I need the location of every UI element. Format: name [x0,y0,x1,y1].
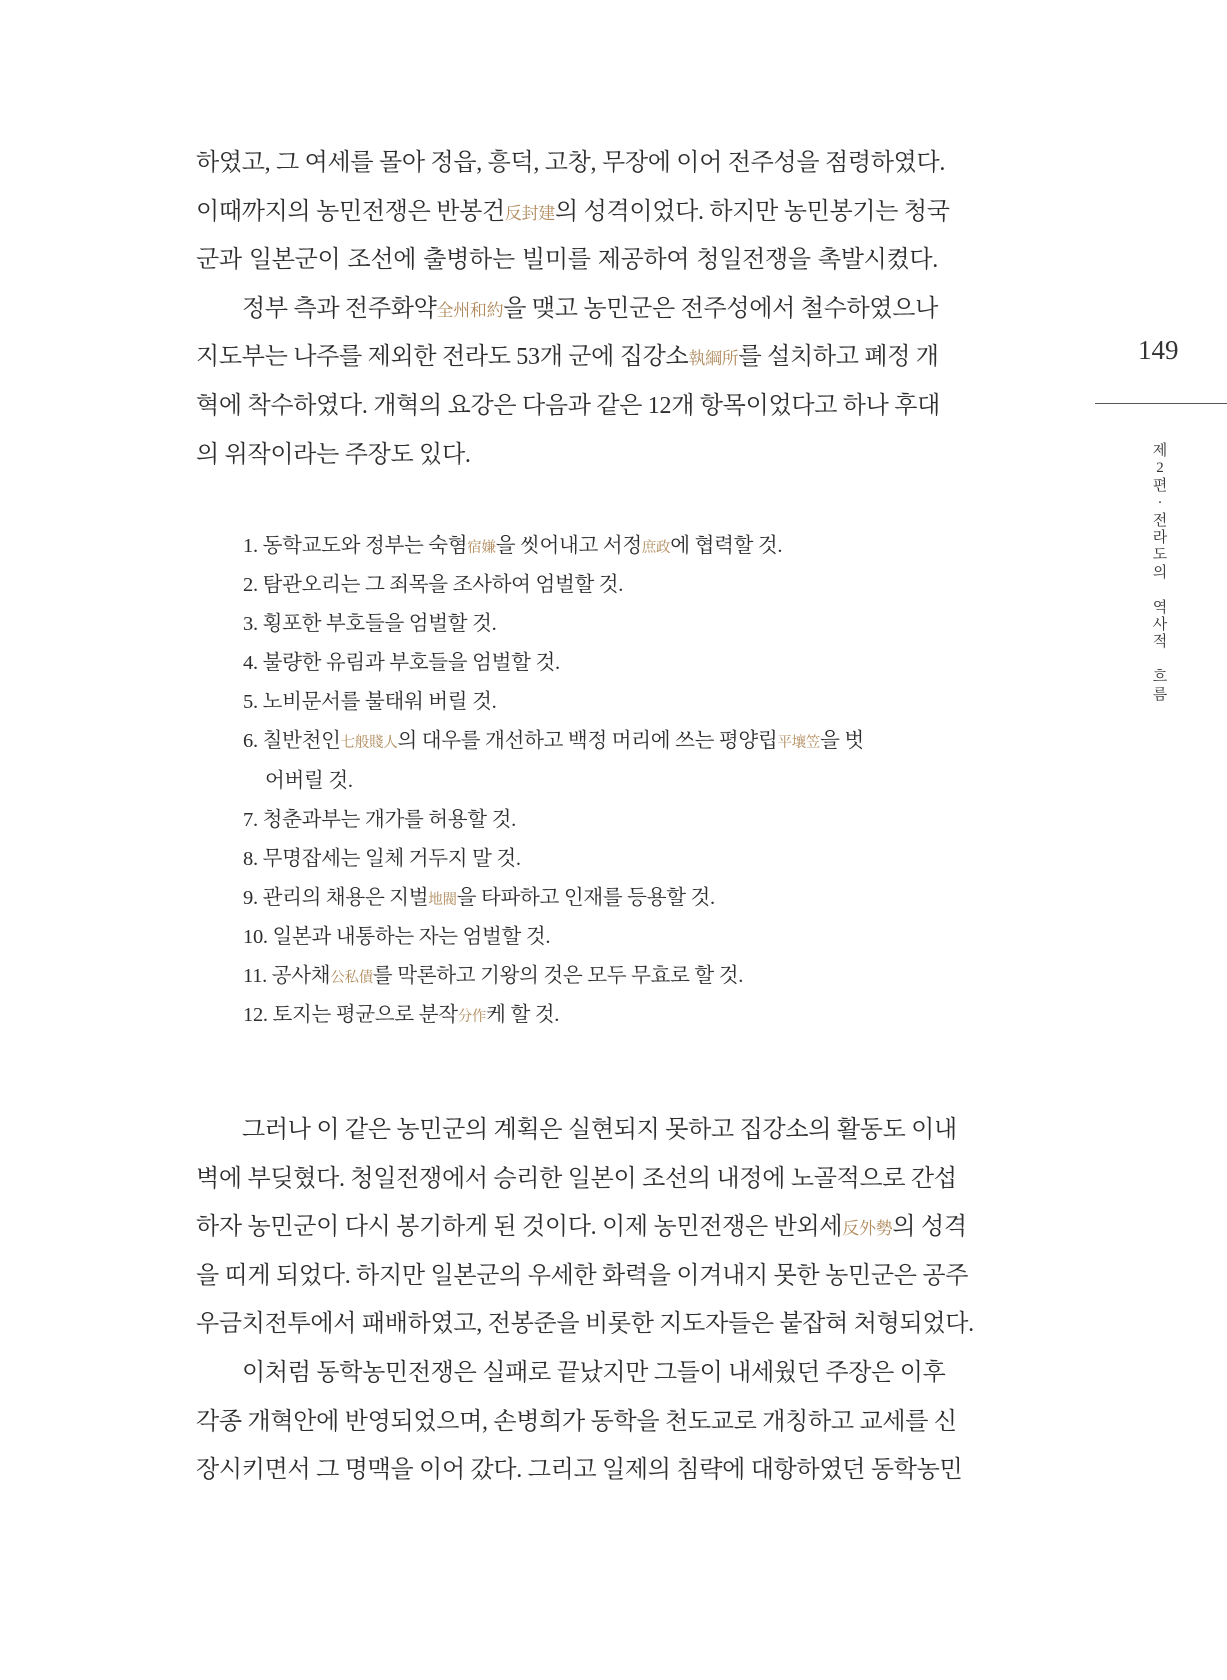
text-run: 군과 일본군이 조선에 출병하는 빌미를 제공하여 청일전쟁을 촉발시켰다. [196,247,938,274]
text-line [196,1349,946,1398]
text-run: 이때까지의 농민전쟁은 반봉건 [196,198,505,225]
text-run: 의 성격 [892,1214,967,1241]
text-line [196,188,950,237]
page-number: 149 [1138,335,1179,365]
chapter-char: · [1157,495,1163,512]
hanja-gloss: 反外勢 [842,1219,893,1239]
text-run: 6. 칠반천인 [243,730,341,753]
text-run: 의 성격이었다. 하지만 농민봉기는 청국 [555,198,950,225]
text-run: 장시키면서 그 명맥을 이어 갔다. 그리고 일제의 침략에 대항하였던 동학농민 [196,1457,963,1484]
chapter-char: 도 [1152,547,1168,564]
text-line [196,1252,969,1301]
list-item [243,644,923,683]
text-run: 정부 측과 전주화약 [242,295,437,322]
hanja-gloss: 平壤笠 [777,735,821,752]
text-run: 어버릴 것. [265,769,353,792]
text-run: 이처럼 동학농민전쟁은 실패로 끝났지만 그들이 내세웠던 주장은 이후 [242,1359,946,1386]
text-run: 를 막론하고 기왕의 것은 모두 무효로 할 것. [372,965,744,988]
list-item [243,918,923,957]
text-line [196,1106,957,1155]
hanja-gloss: 執綱所 [688,349,739,369]
margin-divider [1095,403,1227,404]
text-run: 8. 무명잡세는 일체 거두지 말 것. [243,847,521,870]
hanja-gloss: 反封建 [504,203,556,223]
text-line [196,382,941,431]
text-line [196,431,938,480]
text-line [196,236,938,285]
text-line [196,1300,974,1349]
hanja-gloss: 公私債 [330,970,373,987]
list-item [243,957,923,996]
text-run: 하였고, 그 여세를 몰아 정읍, 흥덕, 고창, 무장에 이어 전주성을 점령하였다. [196,150,946,176]
chapter-char: 적 [1152,634,1168,651]
chapter-char: 역 [1152,599,1168,616]
list-item [243,566,923,605]
text-line [196,1203,967,1252]
text-line [196,333,938,382]
text-run: 지도부는 나주를 제외한 전라도 53개 군에 집강소 [196,344,689,371]
text-run: 2. 탐관오리는 그 죄목을 조사하여 엄벌할 것. [243,574,624,597]
hanja-gloss: 分作 [457,1009,487,1026]
list-item [243,762,923,801]
text-run: 혁에 착수하였다. 개혁의 요강은 다음과 같은 12개 항목이었다고 하나 후대 [196,392,941,419]
text-run: 12. 토지는 평균으로 분작 [243,1004,458,1027]
body-text-top [196,139,950,479]
text-run: 1. 동학교도와 정부는 숙혐 [243,535,468,557]
reform-list [243,527,923,1035]
chapter-char: 흐 [1152,669,1168,686]
chapter-char: 사 [1152,617,1168,634]
hanja-gloss: 全州和約 [436,300,504,320]
chapter-running-head [1150,443,1170,704]
text-run: 4. 불량한 유림과 부호들을 엄벌할 것. [243,652,560,675]
text-run: 5. 노비문서를 불태워 버릴 것. [243,691,497,714]
hanja-gloss: 七般賤人 [340,735,398,752]
chapter-char: 제 [1152,443,1168,459]
hanja-gloss: 地閥 [428,891,457,908]
text-run: 9. 관리의 채용은 지벌 [243,886,429,909]
hanja-gloss: 宿嫌 [467,540,496,556]
chapter-char [1150,652,1170,669]
body-text-bottom [196,1106,974,1495]
chapter-char: 의 [1152,564,1168,581]
text-run: 의 위작이라는 주장도 있다. [196,441,471,468]
text-run: 3. 횡포한 부호들을 엄벌할 것. [243,613,497,636]
chapter-char: 편 [1152,477,1168,494]
text-line [196,285,938,334]
text-line [196,139,946,188]
text-run: 을 씻어내고 서정 [495,535,642,557]
text-run: 벽에 부딪혔다. 청일전쟁에서 승리한 일본이 조선의 내정에 노골적으로 간섭 [196,1165,957,1192]
chapter-char: 름 [1152,686,1168,703]
text-run: 하자 농민군이 다시 봉기하게 된 것이다. 이제 농민전쟁은 반외세 [196,1214,843,1241]
list-item [243,527,923,566]
text-run: 우금치전투에서 패배하였고, 전봉준을 비롯한 지도자들은 붙잡혀 처형되었다. [196,1311,974,1338]
text-run: 케 할 것. [486,1004,560,1027]
text-line [196,1446,963,1495]
text-run: 10. 일본과 내통하는 자는 엄벌할 것. [243,925,551,948]
text-run: 을 타파하고 인재를 등용할 것. [456,886,715,909]
list-item [243,801,923,840]
list-item [243,605,923,644]
list-item [243,996,923,1035]
list-item [243,683,923,722]
text-run: 에 협력할 것. [670,535,783,557]
text-run: 을 벗 [820,730,864,753]
text-run: 의 대우를 개선하고 백정 머리에 쓰는 평양립 [397,730,778,753]
chapter-char: 2 [1156,460,1164,477]
text-run: 을 맺고 농민군은 전주성에서 철수하였으나 [503,295,939,322]
chapter-char: 전 [1152,512,1168,529]
list-item [243,879,923,918]
list-item [243,722,923,761]
text-run: 7. 청춘과부는 개가를 허용할 것. [243,808,516,831]
text-run: 11. 공사채 [243,965,331,988]
list-item [243,840,923,879]
chapter-char [1150,582,1170,599]
text-run: 그러나 이 같은 농민군의 계획은 실현되지 못하고 집강소의 활동도 이내 [242,1117,957,1143]
text-line [196,1398,957,1447]
text-run: 를 설치하고 폐정 개 [738,344,939,371]
text-run: 을 띠게 되었다. 하지만 일본군의 우세한 화력을 이겨내지 못한 농민군은 공주 [196,1262,969,1289]
hanja-gloss: 庶政 [641,540,671,556]
chapter-char: 라 [1152,530,1168,547]
text-run: 각종 개혁안에 반영되었으며, 손병희가 동학을 천도교로 개칭하고 교세를 신 [196,1408,957,1435]
text-line [196,1155,957,1204]
